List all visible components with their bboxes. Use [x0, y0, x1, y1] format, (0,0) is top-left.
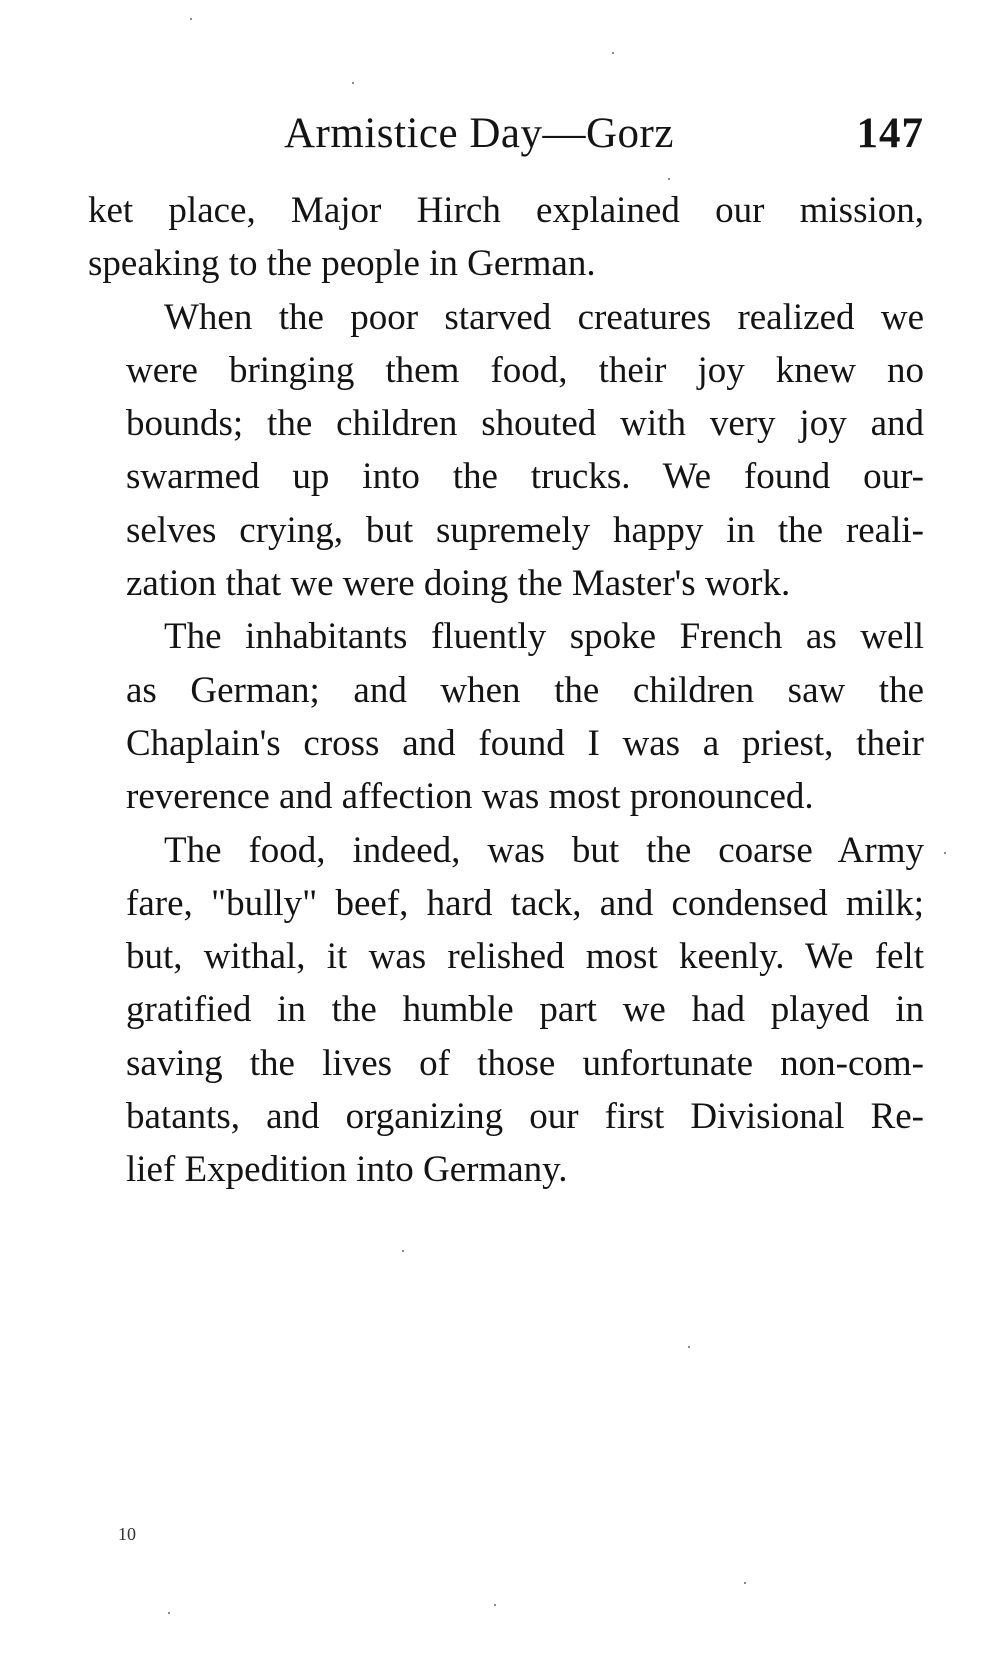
text-line: fare, "bully" beef, hard tack, and condensed milk; — [126, 882, 924, 924]
running-title: Armistice Day—Gorz — [284, 110, 674, 157]
text-line: zation that we were doing the Master's work. — [126, 563, 791, 605]
text-line: bounds; the children shouted with very joy and — [126, 403, 924, 445]
text-line: as German; and when the children saw the — [126, 669, 924, 711]
text-line: swarmed up into the trucks. We found our- — [126, 456, 924, 498]
scan-speck — [944, 852, 946, 854]
paragraph-2 — [88, 291, 924, 611]
text-line: were bringing them food, their joy knew no — [126, 349, 924, 391]
body-text — [88, 184, 924, 1197]
text-line: but, withal, it was relished most keenly. We felt — [126, 936, 924, 978]
scan-speck — [190, 18, 192, 20]
scan-speck — [494, 1604, 496, 1606]
signature-mark: 10 — [118, 1524, 136, 1544]
text-line: The inhabitants fluently spoke French as well — [164, 616, 924, 658]
paragraph-4 — [88, 824, 924, 1197]
text-line: The food, indeed, was but the coarse Army — [164, 829, 924, 871]
text-line: saving the lives of those unfortunate non-com- — [126, 1042, 924, 1084]
running-head — [284, 104, 924, 164]
text-line: Chaplain's cross and found I was a priest, their — [126, 722, 924, 764]
text-line: selves crying, but supremely happy in the reali- — [126, 509, 924, 551]
text-line: lief Expedition into Germany. — [126, 1149, 568, 1191]
scan-speck — [744, 1582, 746, 1584]
text-line: speaking to the people in German. — [88, 243, 596, 285]
text-line: reverence and affection was most pronounced. — [126, 776, 814, 818]
scan-speck — [402, 1250, 404, 1252]
paragraph-3 — [88, 610, 924, 823]
text-line: batants, and organizing our first Divisional Re- — [126, 1096, 924, 1138]
scan-speck — [688, 1346, 690, 1348]
scan-speck — [168, 1612, 170, 1614]
scan-speck — [352, 82, 354, 84]
text-line: gratified in the humble part we had played in — [126, 989, 924, 1031]
scan-speck — [612, 52, 614, 54]
text-line: ket place, Major Hirch explained our mission, — [88, 190, 924, 231]
text-line: When the poor starved creatures realized we — [164, 296, 924, 338]
paragraph-1 — [88, 184, 924, 291]
scan-speck — [668, 178, 670, 180]
page-number: 147 — [856, 110, 924, 157]
